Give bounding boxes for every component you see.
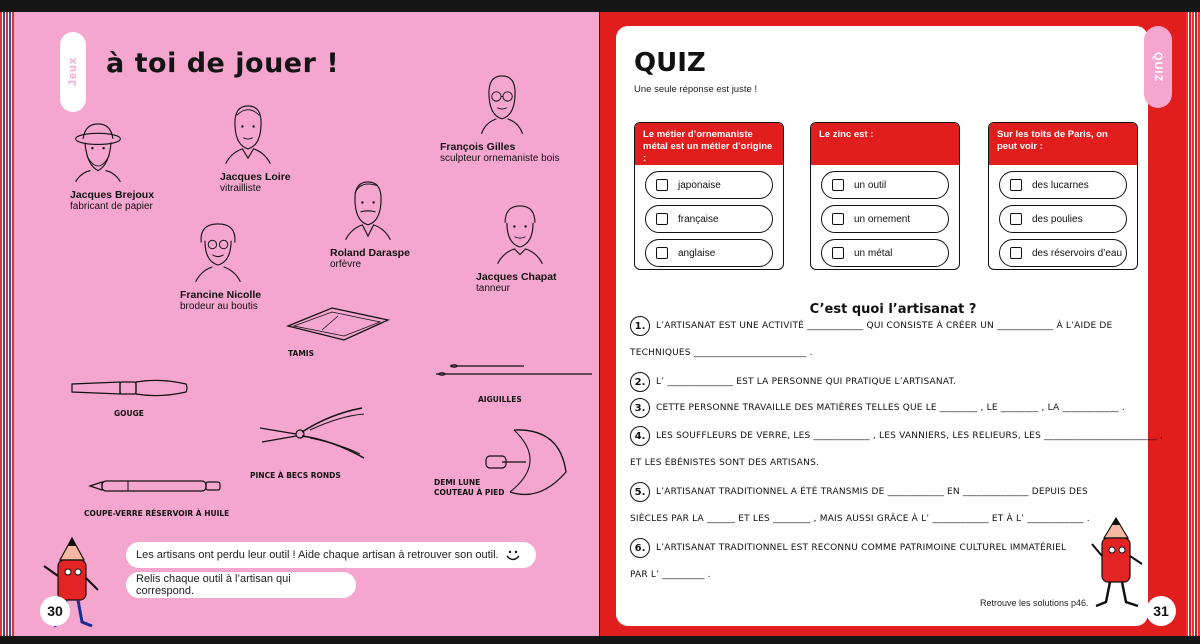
portrait-icon: [474, 72, 530, 134]
question-text: Le métier d’ornemaniste métal est un métier d’origine :: [635, 123, 783, 165]
checkbox[interactable]: [1010, 247, 1022, 259]
solutions-note: Retrouve les solutions p46.: [980, 598, 1089, 608]
tool-label: COUPE-VERRE RÉSERVOIR À HUILE: [84, 509, 230, 518]
tool-label: PINCE À BECS RONDS: [250, 471, 341, 480]
fill-line-5b: [630, 514, 1150, 524]
number-badge: 2.: [630, 372, 650, 392]
checkbox[interactable]: [832, 247, 844, 259]
right-page-edge: [1186, 12, 1200, 636]
tool-label: GOUGE: [114, 409, 144, 418]
artisan-roland-daraspe: [330, 178, 410, 270]
portrait-icon: [340, 178, 396, 240]
artisan-job: fabricant de papier: [70, 201, 153, 212]
option-label: un métal: [854, 247, 893, 259]
checkbox[interactable]: [832, 179, 844, 191]
portrait-icon: [220, 102, 276, 164]
option-label: des poulies: [1032, 213, 1083, 225]
instruction-text: Les artisans ont perdu leur outil ! Aide chaque artisan à retrouver son outil.: [136, 549, 499, 561]
artisan-job: brodeur au boutis: [180, 301, 258, 312]
answer-option[interactable]: [999, 239, 1127, 267]
page-title: à toi de jouer !: [106, 48, 340, 79]
sieve-icon: [284, 304, 394, 344]
fill-text: LES SOUFFLEURS DE VERRE, LES ____________ , LES VANNIERS, LES RELIEURS, LES ________________________ ,: [656, 431, 1163, 441]
gouge-icon: [70, 376, 190, 400]
answer-option[interactable]: [821, 171, 949, 199]
page-number: 30: [40, 596, 70, 626]
needles-icon: [434, 362, 594, 384]
right-side-tab: [1144, 26, 1172, 108]
artisan-job: sculpteur ornemaniste bois: [440, 153, 560, 164]
left-tab-label: Jeux: [67, 57, 79, 87]
checkbox[interactable]: [656, 179, 668, 191]
pencil-mascot-icon: [1086, 516, 1148, 612]
fill-text: SIÈCLES PAR LA ______ ET LES ________ , MAIS AUSSI GRÂCE À L’ ____________ ET À L’ ____________ .: [630, 514, 1090, 524]
section-title: C’est quoi l’artisanat ?: [809, 302, 977, 317]
fill-line-3: [630, 398, 1150, 418]
fill-text: PAR L’ _________ .: [630, 570, 711, 580]
tool-label: AIGUILLES: [478, 395, 522, 404]
number-badge: 4.: [630, 426, 650, 446]
tool-aiguilles: [434, 362, 594, 404]
portrait-icon: [70, 120, 126, 182]
tool-gouge: [70, 376, 190, 418]
fill-line-1: [630, 316, 1150, 336]
smiley-icon: [504, 546, 522, 564]
fill-text: TECHNIQUES ________________________ .: [630, 348, 813, 358]
fill-line-4: [630, 426, 1163, 446]
question-card-1: [634, 122, 784, 270]
answer-option[interactable]: [821, 239, 949, 267]
tool-demi-lune: [430, 422, 580, 507]
number-badge: 6.: [630, 538, 650, 558]
number-badge: 3.: [630, 398, 650, 418]
quiz-subtitle: Une seule réponse est juste !: [634, 84, 758, 95]
question-text: Le zinc est :: [811, 123, 959, 165]
page-number: 31: [1146, 596, 1176, 626]
answer-option[interactable]: [645, 205, 773, 233]
fill-line-1b: [630, 348, 1150, 358]
checkbox[interactable]: [1010, 213, 1022, 225]
answer-option[interactable]: [999, 205, 1127, 233]
fill-text: L’ARTISANAT TRADITIONNEL EST RECONNU COMME PATRIMOINE CULTUREL IMMATÉRIEL: [656, 543, 1067, 553]
fill-text: ET LES ÉBÉNISTES SONT DES ARTISANS.: [630, 458, 820, 468]
artisan-jacques-chapat: [476, 202, 557, 294]
artisan-jacques-brejoux: [70, 120, 154, 212]
instruction-text: Relis chaque outil à l’artisan qui correspond.: [136, 573, 291, 597]
fill-text: CETTE PERSONNE TRAVAILLE DES MATIÈRES TELLES QUE LE ________ , LE ________ , LA ____________ .: [656, 403, 1125, 413]
option-label: anglaise: [678, 247, 716, 259]
answer-option[interactable]: [645, 171, 773, 199]
checkbox[interactable]: [832, 213, 844, 225]
fill-line-5: [630, 482, 1150, 502]
option-label: japonaise: [678, 179, 721, 191]
fill-text: L’ARTISANAT EST UNE ACTIVITÉ ____________ QUI CONSISTE À CRÉER UN ____________ À L’AIDE DE: [656, 321, 1113, 331]
quiz-title: QUIZ: [634, 48, 706, 78]
option-label: des lucarnes: [1032, 179, 1089, 191]
artisan-name: Jacques Chapat: [476, 271, 557, 283]
question-text: Sur les toits de Paris, on peut voir :: [989, 123, 1137, 165]
option-label: un outil: [854, 179, 887, 191]
answer-option[interactable]: [821, 205, 949, 233]
tool-tamis: [284, 304, 394, 358]
artisan-job: vitrailliste: [220, 183, 262, 194]
question-card-2: [810, 122, 960, 270]
left-side-tab: [60, 32, 86, 112]
artisan-name: Jacques Loire: [220, 171, 291, 183]
number-badge: 5.: [630, 482, 650, 502]
instruction-bubble-2: [126, 572, 356, 598]
fill-line-6b: [630, 570, 1150, 580]
artisan-name: Roland Daraspe: [330, 247, 410, 259]
artisan-job: tanneur: [476, 283, 510, 294]
instruction-bubble-1: [126, 542, 536, 568]
artisan-name: François Gilles: [440, 141, 516, 153]
tool-label: COUTEAU À PIED: [434, 488, 505, 497]
glass-cutter-icon: [88, 476, 228, 496]
fill-line-6: [630, 538, 1150, 558]
fill-line-4b: [630, 458, 1150, 468]
artisan-job: orfèvre: [330, 259, 362, 270]
question-card-3: [988, 122, 1138, 270]
artisan-name: Jacques Brejoux: [70, 189, 155, 201]
artisan-name: Francine Nicolle: [180, 289, 262, 301]
tool-pince: [250, 404, 370, 480]
right-tab-label: QUIZ: [1152, 51, 1164, 83]
answer-option[interactable]: [999, 171, 1127, 199]
portrait-icon: [492, 202, 548, 264]
artisan-francois-gilles: [440, 72, 560, 164]
checkbox[interactable]: [656, 213, 668, 225]
option-label: un ornement: [854, 213, 911, 225]
number-badge: 1.: [630, 316, 650, 336]
checkbox[interactable]: [1010, 179, 1022, 191]
pliers-icon: [250, 404, 370, 464]
fill-line-2: [630, 372, 1150, 392]
left-page-edge: [0, 12, 14, 636]
artisan-francine-nicolle: [180, 220, 261, 312]
right-page: [600, 12, 1186, 636]
artisan-jacques-loire: [220, 102, 291, 194]
tool-label: TAMIS: [288, 349, 314, 358]
option-label: française: [678, 213, 719, 225]
fill-text: L’ARTISANAT TRADITIONNEL A ÉTÉ TRANSMIS DE ____________ EN ______________ DEPUIS DES: [656, 487, 1088, 497]
tool-label: DEMI LUNE: [434, 478, 481, 487]
portrait-icon: [190, 220, 246, 282]
answer-option[interactable]: [645, 239, 773, 267]
option-label: des réservoirs d’eau: [1032, 247, 1123, 259]
left-page: [14, 12, 599, 636]
checkbox[interactable]: [656, 247, 668, 259]
fill-text: L’ ______________ EST LA PERSONNE QUI PRATIQUE L’ARTISANAT.: [656, 377, 957, 387]
tool-coupe-verre: [84, 476, 229, 518]
